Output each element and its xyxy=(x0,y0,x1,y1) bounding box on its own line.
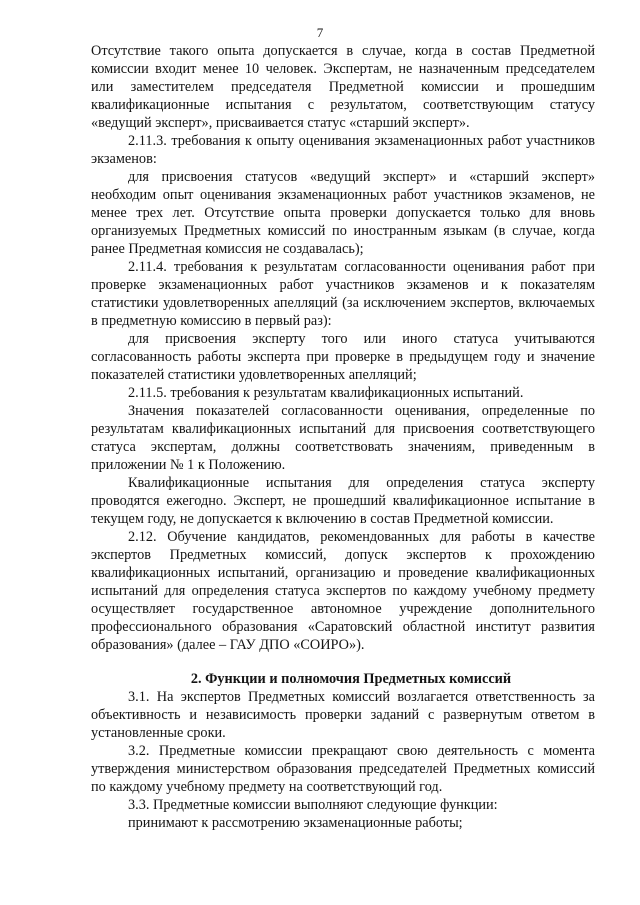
paragraph-experience-exception: Отсутствие такого опыта допускается в случае, когда в состав Предметной комиссии входит менее 10 человек. Экспертам, не назначенным председателем или заместителем председателя Предметной комиссии и прошедшим квалификационные испытания с результатом, соответствующим статусу «ведущий эксперт», присваивается статус «старший эксперт». xyxy=(91,43,595,131)
paragraph-consistency-values: Значения показателей согласованности оценивания, определенные по результатам квалификационных испытаний для присвоения соответствующего статуса экспертам, должны соответствовать значениям, приведенным в приложении № 1 к Положению. xyxy=(91,403,595,473)
paragraph-3-1: 3.1. На экспертов Предметных комиссий возлагается ответственность за объективность и независимость проверки заданий с развернутым ответом в установленные сроки. xyxy=(91,689,595,741)
paragraph-3-2: 3.2. Предметные комиссии прекращают свою деятельность с момента утверждения министерством образования председателей Предметных комиссий по каждому учебному предмету на соответствующий год. xyxy=(91,743,595,795)
paragraph-3-3: 3.3. Предметные комиссии выполняют следующие функции: xyxy=(128,797,498,813)
paragraph-2-11-4: 2.11.4. требования к результатам согласованности оценивания работ при проверке экзаменационных работ участников экзаменов и к показателям статистики удовлетворенных апелляций (за исключением экспертов, включаемых в предметную комиссию в первый раз): xyxy=(91,259,595,329)
paragraph-annual-testing: Квалификационные испытания для определения статуса эксперту проводятся ежегодно. Эксперт, не прошедший квалификационное испытание в текущем году, не допускается к включению в состав Предметной комиссии. xyxy=(91,475,595,527)
document-body xyxy=(91,42,595,832)
paragraph-accept-works: принимают к рассмотрению экзаменационные работы; xyxy=(128,815,463,831)
section-heading: 2. Функции и полномочия Предметных комиссий xyxy=(190,671,512,687)
paragraph-2-11-3: 2.11.3. требования к опыту оценивания экзаменационных работ участников экзаменов: xyxy=(91,133,595,167)
paragraph-status-consistency: для присвоения эксперту того или иного статуса учитываются согласованность работы эксперта при проверке в предыдущем году и значение показателей статистики удовлетворенных апелляций; xyxy=(91,331,595,383)
page-number: 7 xyxy=(316,25,324,40)
paragraph-status-experience: для присвоения статусов «ведущий эксперт» и «старший эксперт» необходим опыт оценивания экзаменационных работ участников экзаменов, не менее трех лет. Отсутствие опыта проверки допускается только для вновь организуемых Предметных комиссий по иностранным языкам (в случае, когда ранее Предметная комиссия не создавалась); xyxy=(91,169,595,257)
paragraph-2-12: 2.12. Обучение кандидатов, рекомендованных для работы в качестве экспертов Предметных комиссий, допуск экспертов к прохождению квалификационных испытаний, организацию и проведение квалификационных испытаний для определения статуса экспертов по каждому учебному предмету осуществляет государственное автономное учреждение дополнительного профессионального образования «Саратовский областной институт развития образования» (далее – ГАУ ДПО «СОИРО»). xyxy=(91,529,595,653)
heading-spacer xyxy=(91,654,595,670)
paragraph-2-11-5: 2.11.5. требования к результатам квалификационных испытаний. xyxy=(128,385,524,401)
